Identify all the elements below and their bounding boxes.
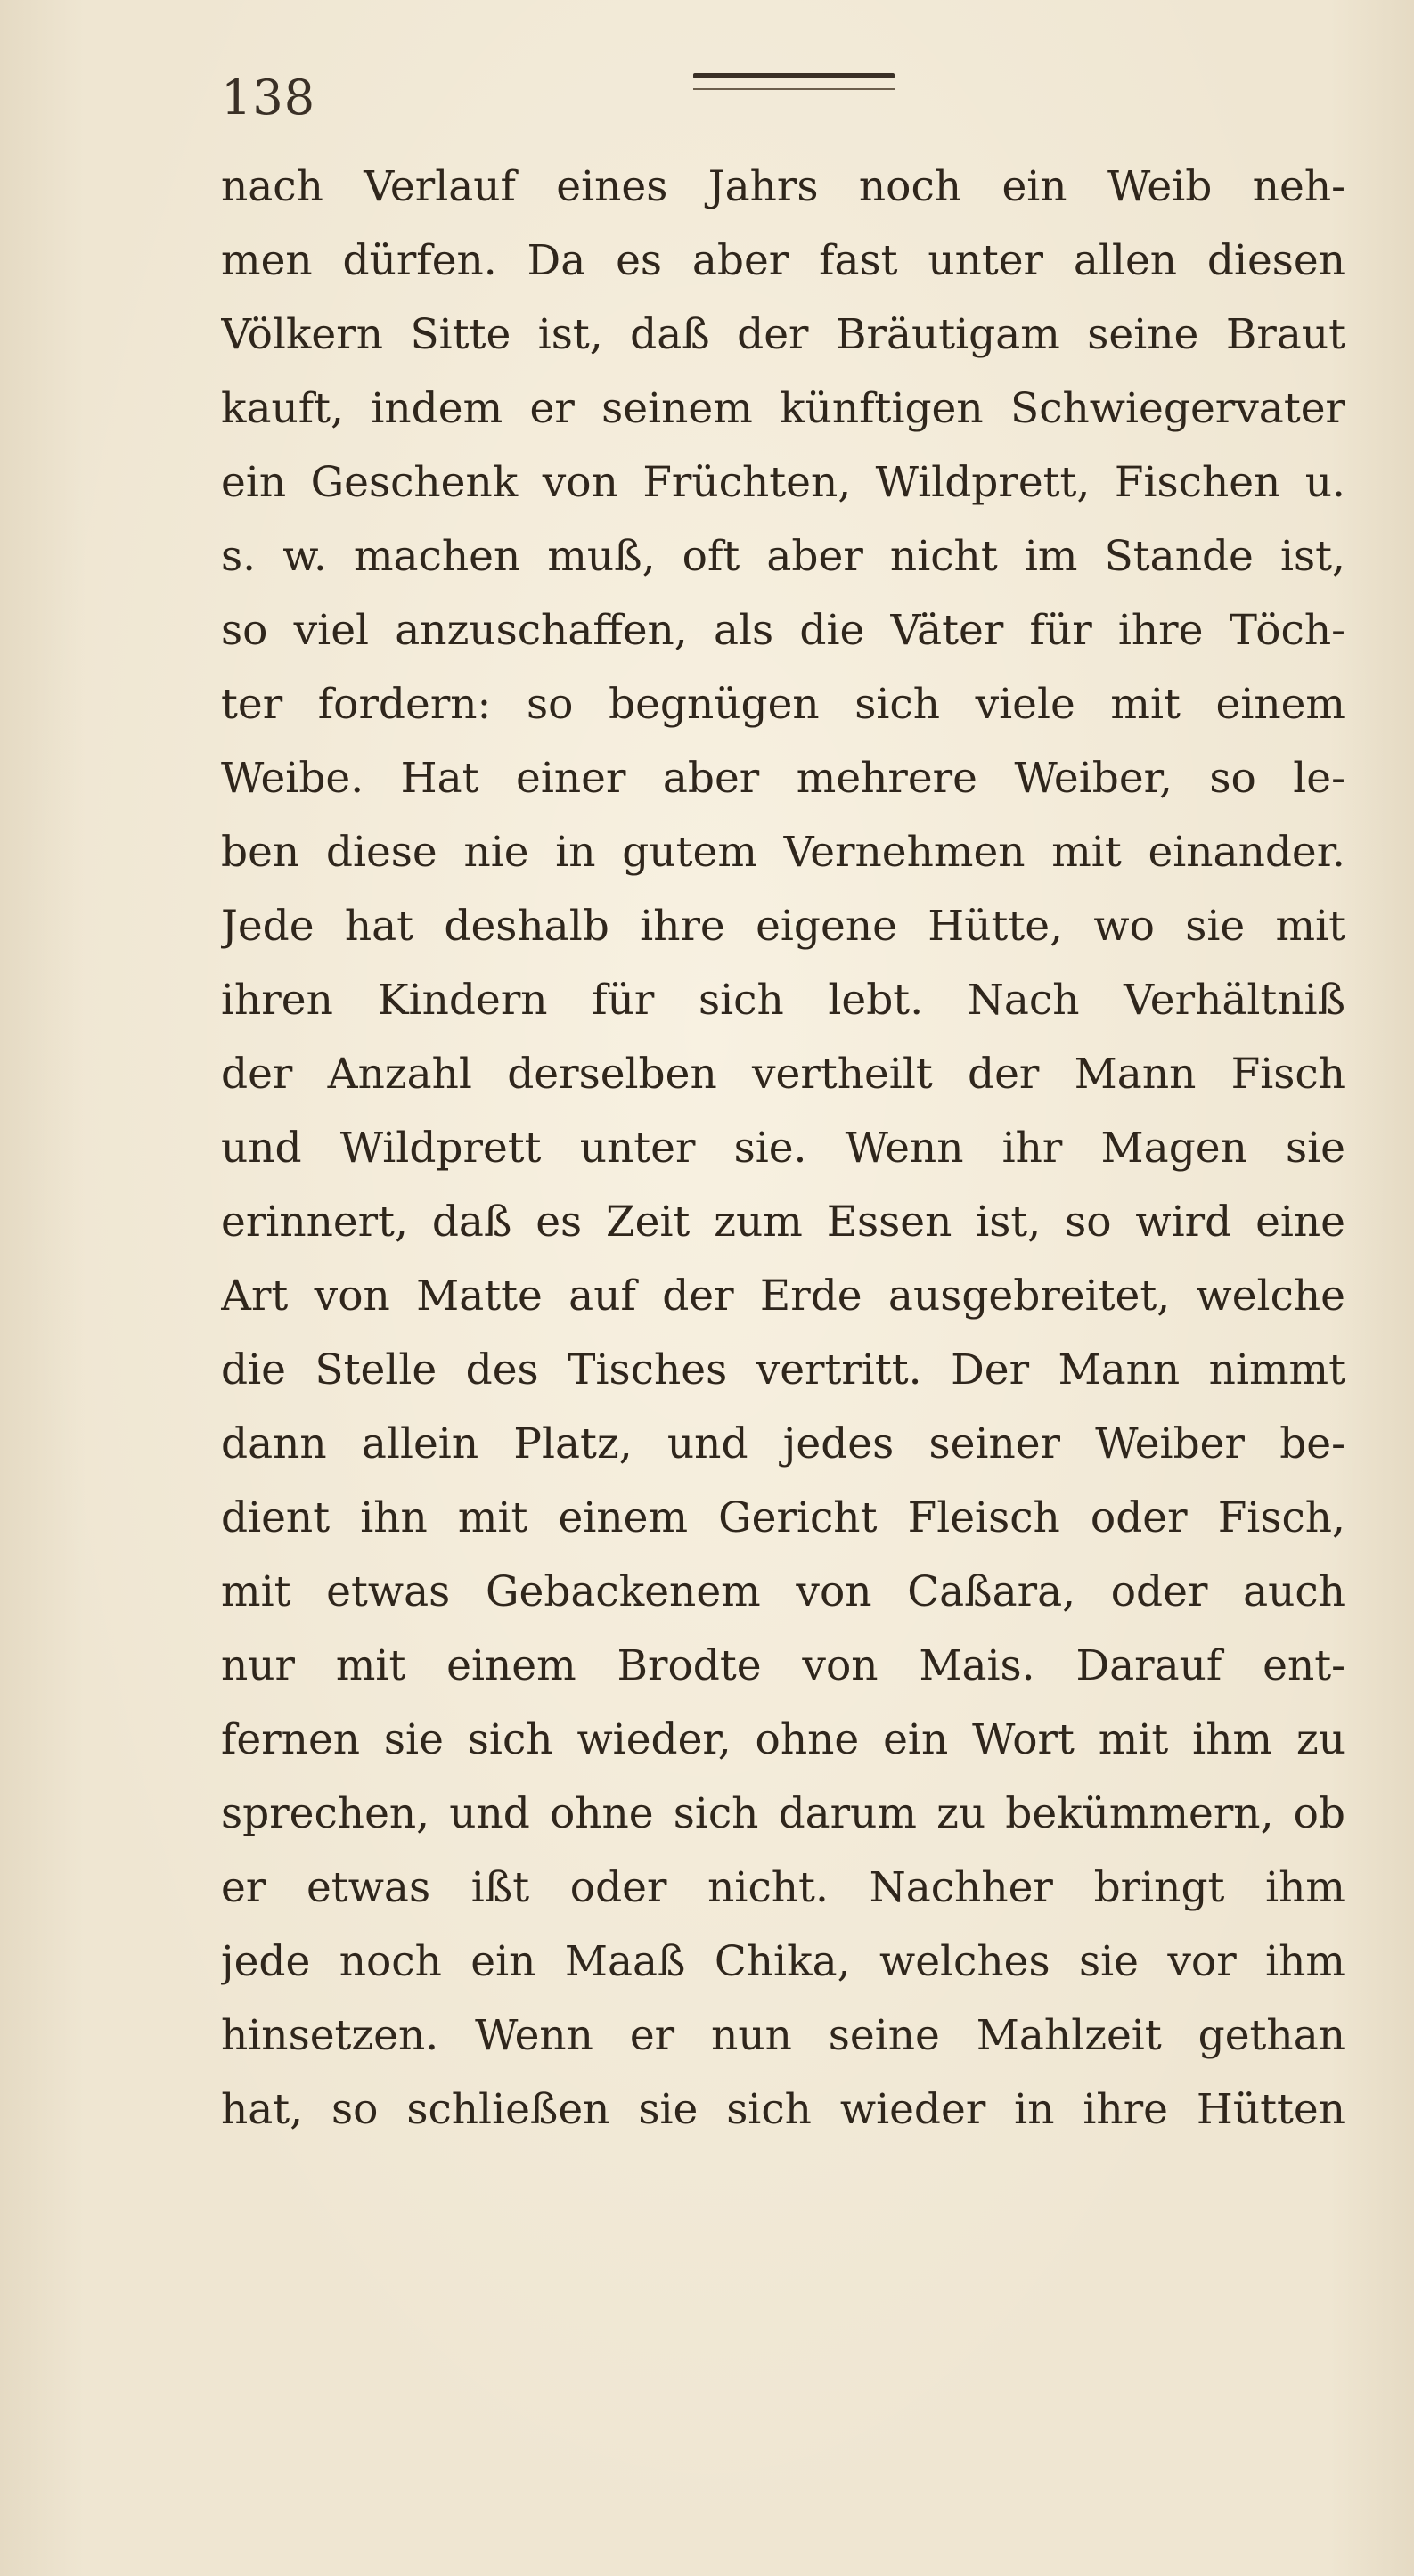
text-line: men dürfen. Da es aber fast unter allen diesen [221, 236, 1345, 285]
text-line: jede noch ein Maaß Chika, welches sie vor ihm [221, 1937, 1345, 1986]
text-line: und Wildprett unter sie. Wenn ihr Magen sie [221, 1124, 1345, 1173]
text-line: mit etwas Gebackenem von Caßara, oder auch [221, 1567, 1345, 1616]
header-rule-thin [693, 88, 895, 90]
text-line: hat, so schließen sie sich wieder in ihre Hütten [221, 2085, 1345, 2134]
text-line: so viel anzuschaffen, als die Väter für ihre Töch- [221, 606, 1345, 655]
text-line: s. w. machen muß, oft aber nicht im Stande ist, [221, 532, 1345, 581]
text-line: ihren Kindern für sich lebt. Nach Verhältniß [221, 976, 1345, 1025]
text-line: Jede hat deshalb ihre eigene Hütte, wo sie mit [221, 902, 1345, 951]
text-line: der Anzahl derselben vertheilt der Mann Fisch [221, 1050, 1345, 1099]
text-line: ben diese nie in gutem Vernehmen mit einander. [221, 828, 1345, 877]
header-rule [693, 73, 895, 78]
text-line: hinsetzen. Wenn er nun seine Mahlzeit gethan [221, 2011, 1345, 2060]
text-line: erinnert, daß es Zeit zum Essen ist, so wird eine [221, 1198, 1345, 1247]
text-line: nur mit einem Brodte von Mais. Darauf ent- [221, 1641, 1345, 1690]
text-line: Weibe. Hat einer aber mehrere Weiber, so le- [221, 754, 1345, 803]
text-line: Völkern Sitte ist, daß der Bräutigam seine Braut [221, 310, 1345, 359]
text-line: dann allein Platz, und jedes seiner Weiber be- [221, 1419, 1345, 1468]
page-number: 138 [221, 70, 316, 126]
text-line: ter fordern: so begnügen sich viele mit einem [221, 680, 1345, 729]
text-line: kauft, indem er seinem künftigen Schwiegervater [221, 384, 1345, 433]
text-line: die Stelle des Tisches vertritt. Der Mann nimmt [221, 1345, 1345, 1394]
text-line: er etwas ißt oder nicht. Nachher bringt ihm [221, 1863, 1345, 1912]
text-line: nach Verlauf eines Jahrs noch ein Weib neh- [221, 162, 1345, 211]
text-line: Art von Matte auf der Erde ausgebreitet, welche [221, 1272, 1345, 1321]
text-line: ein Geschenk von Früchten, Wildprett, Fischen u. [221, 458, 1345, 507]
text-line: dient ihn mit einem Gericht Fleisch oder Fisch, [221, 1493, 1345, 1542]
text-line: fernen sie sich wieder, ohne ein Wort mit ihm zu [221, 1715, 1345, 1764]
text-line: sprechen, und ohne sich darum zu bekümmern, ob [221, 1789, 1345, 1838]
body-text [221, 150, 1345, 2147]
